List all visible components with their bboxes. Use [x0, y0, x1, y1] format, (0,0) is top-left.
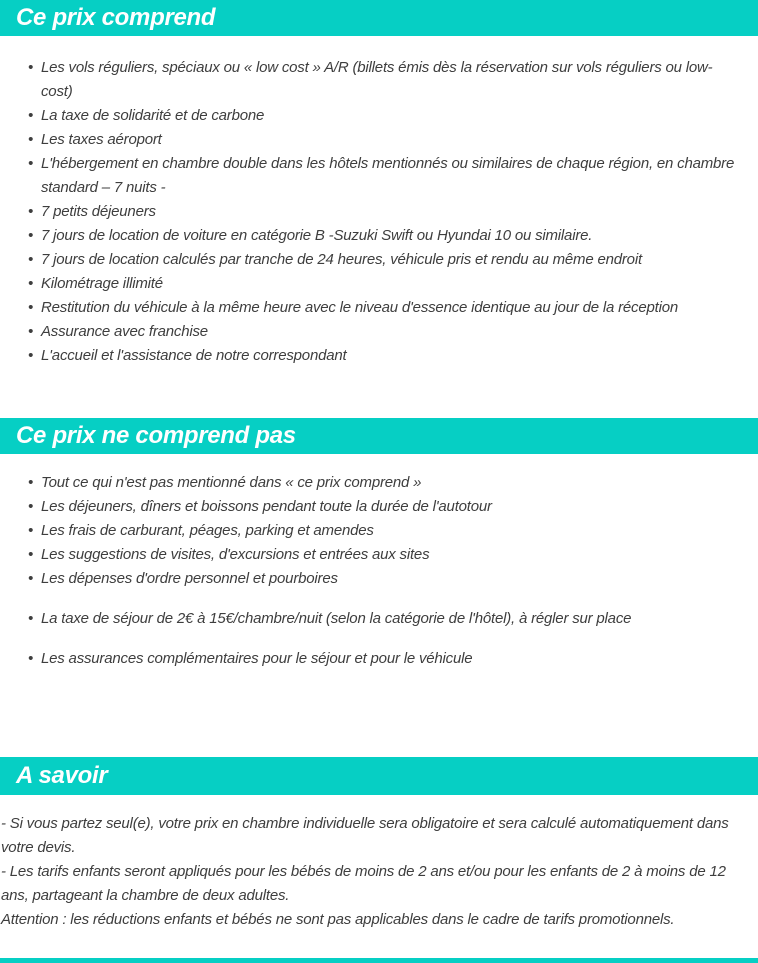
list-item: • Les suggestions de visites, d'excursions et entrées aux sites: [28, 543, 740, 567]
list-item: • Les frais de carburant, péages, parking et amendes: [28, 519, 740, 543]
section-header-ce-prix-ne-comprend-pas: [0, 418, 758, 454]
section-ce-prix-comprend: [0, 0, 758, 368]
list-item: • Restitution du véhicule à la même heure avec le niveau d'essence identique au jour de la réception: [28, 296, 740, 320]
section-header-a-savoir: [0, 757, 758, 795]
list-item: • 7 jours de location de voiture en catégorie B -Suzuki Swift ou Hyundai 10 ou similaire.: [28, 224, 740, 248]
list-item: • Kilométrage illimité: [28, 272, 740, 296]
section-title: Ce prix ne comprend pas: [16, 422, 296, 449]
next-section-bar-partial: [0, 958, 758, 963]
list-item: • Les vols réguliers, spéciaux ou « low cost » A/R (billets émis dès la réservation sur vols réguliers ou low-cost): [28, 56, 740, 104]
list-item: • L'accueil et l'assistance de notre correspondant: [28, 344, 740, 368]
list-item: • La taxe de solidarité et de carbone: [28, 104, 740, 128]
section-header-ce-prix-comprend: [0, 0, 758, 36]
section-ce-prix-ne-comprend-pas: [0, 418, 758, 671]
list-item: • Assurance avec franchise: [28, 320, 740, 344]
list-item: • Les dépenses d'ordre personnel et pourboires: [28, 567, 740, 591]
section-title: A savoir: [16, 762, 108, 789]
note-paragraph: - Les tarifs enfants seront appliqués pour les bébés de moins de 2 ans et/ou pour les enfants de 2 à moins de 12 ans, partageant la chambre de deux adultes.: [1, 863, 726, 904]
list-item: • Tout ce qui n'est pas mentionné dans « ce prix comprend »: [28, 471, 740, 495]
section-title: Ce prix comprend: [16, 4, 216, 31]
not-included-items-list: [0, 471, 758, 671]
list-item: • 7 petits déjeuners: [28, 200, 740, 224]
list-item: • 7 jours de location calculés par tranche de 24 heures, véhicule pris et rendu au même endroit: [28, 248, 740, 272]
section-a-savoir: [0, 757, 758, 932]
note-paragraph: Attention : les réductions enfants et bébés ne sont pas applicables dans le cadre de tarifs promotionnels.: [1, 911, 675, 928]
list-item: • Les assurances complémentaires pour le séjour et pour le véhicule: [28, 647, 740, 671]
included-items-list: [0, 56, 758, 368]
list-item: • La taxe de séjour de 2€ à 15€/chambre/nuit (selon la catégorie de l'hôtel), à régler sur place: [28, 607, 740, 631]
list-item: • L'hébergement en chambre double dans les hôtels mentionnés ou similaires de chaque région, en chambre standard – 7 nuits -: [28, 152, 740, 200]
a-savoir-paragraphs: [0, 812, 758, 932]
list-item: • Les taxes aéroport: [28, 128, 740, 152]
list-item: • Les déjeuners, dîners et boissons pendant toute la durée de l'autotour: [28, 495, 740, 519]
note-paragraph: - Si vous partez seul(e), votre prix en chambre individuelle sera obligatoire et sera calculé automatiquement dans votre devis.: [1, 815, 729, 856]
